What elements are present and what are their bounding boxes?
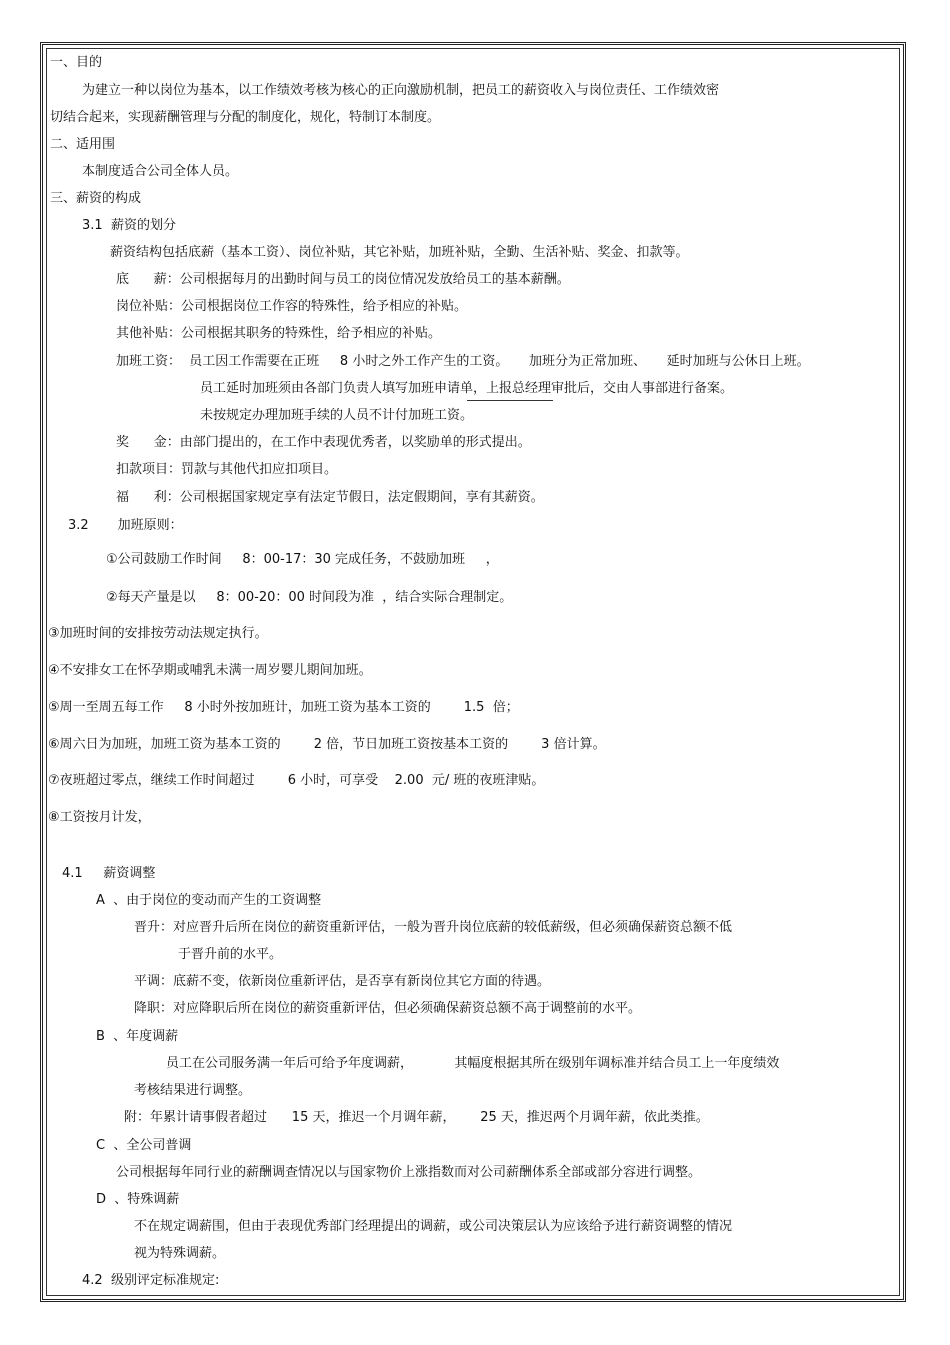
- subsection-3-1-title: 3.1 薪资的划分: [82, 218, 176, 233]
- overtime-pay-item: 加班工资： 员工因工作需要在正班 8 小时之外工作产生的工资。 加班分为正常加班、 延时加班与公休日上班。: [116, 354, 810, 369]
- company-wide-adjustment-text: 公司根据每年同行业的薪酬调查情况以与国家物价上涨指数而对公司薪酬体系全部或部分容进行调整。: [116, 1165, 702, 1180]
- subsection-3-2-title: 3.2 加班原则：: [68, 518, 183, 533]
- overtime-rule-5: ⑤周一至周五每工作 8 小时外按加班计，加班工资为基本工资的 1.5 倍；: [48, 700, 519, 715]
- adjustment-d-title: D 、特殊调薪: [96, 1192, 180, 1207]
- overtime-rule-2: ②每天产量是以 8：00-20：00 时间段为准 ，结合实际合理制定。: [106, 590, 513, 605]
- section-1-paragraph-line-1: 为建立一种以岗位为基本，以工作绩效考核为核心的正向激励机制，把员工的薪资收入与岗位责任、工作绩效密: [82, 83, 720, 98]
- transfer-item: 平调：底薪不变，依新岗位重新评估，是否享有新岗位其它方面的待遇。: [134, 974, 551, 989]
- special-adjustment-line-1: 不在规定调薪围，但由于表现优秀部门经理提出的调薪，或公司决策层认为应该给予进行薪资调整的情况: [134, 1219, 733, 1234]
- salary-structure-intro: 薪资结构包括底薪（基本工资）、岗位补贴，其它补贴，加班补贴，全勤、生活补贴、奖金、扣款等。: [110, 245, 689, 260]
- overtime-rule-1: ①公司鼓励工作时间 8：00-17：30 完成任务，不鼓励加班 ，: [106, 552, 499, 567]
- section-2-paragraph: 本制度适合公司全体人员。: [82, 164, 239, 179]
- overtime-rule-4: ④不安排女工在怀孕期或哺乳未满一周岁婴儿期间加班。: [48, 663, 372, 678]
- demotion-item: 降职：对应降职后所在岗位的薪资重新评估，但必须确保薪资总额不高于调整前的水平。: [134, 1001, 642, 1016]
- annual-adjustment-note: 附：年累计请事假者超过 15 天，推迟一个月调年薪， 25 天，推迟两个月调年薪，依此类推。: [124, 1110, 709, 1125]
- adjustment-a-title: A 、由于岗位的变动而产生的工资调整: [96, 893, 322, 908]
- bonus-item: 奖 金：由部门提出的，在工作中表现优秀者，以奖励单的形式提出。: [116, 435, 531, 450]
- promotion-item-line-1: 晋升：对应晋升后所在岗位的薪资重新评估，一般为晋升岗位底薪的较低薪级，但必须确保薪资总额不低: [134, 920, 733, 935]
- annual-adjustment-line-1: 员工在公司服务满一年后可给予年度调薪， 其幅度根据其所在级别年调标准并结合员工上一年度绩效: [166, 1056, 780, 1071]
- overtime-rule-8: ⑧工资按月计发，: [48, 810, 151, 825]
- base-salary-item: 底 薪：公司根据每月的出勤时间与员工的岗位情况发放给员工的基本薪酬。: [116, 272, 570, 287]
- section-2-title: 二、适用围: [50, 137, 116, 152]
- overtime-rule-7: ⑦夜班超过零点，继续工作时间超过 6 小时，可享受 2.00 元/ 班的夜班津贴。: [48, 773, 545, 788]
- subsection-4-2-title: 4.2 级别评定标准规定:: [82, 1273, 220, 1288]
- underline-mark: [467, 400, 553, 401]
- other-allowance-item: 其他补贴：公司根据其职务的特殊性，给予相应的补贴。: [116, 326, 442, 341]
- adjustment-b-title: B 、年度调薪: [96, 1029, 179, 1044]
- position-allowance-item: 岗位补贴：公司根据岗位工作容的特殊性，给予相应的补贴。: [116, 299, 468, 314]
- subsection-4-1-title: 4.1 薪资调整: [62, 866, 156, 881]
- section-1-title: 一、目的: [50, 55, 103, 70]
- section-3-title: 三、薪资的构成: [50, 191, 142, 206]
- welfare-item: 福 利：公司根据国家规定享有法定节假日，法定假期间，享有其薪资。: [116, 490, 544, 505]
- adjustment-c-title: C 、全公司普调: [96, 1138, 192, 1153]
- special-adjustment-line-2: 视为特殊调薪。: [134, 1246, 226, 1261]
- overtime-pay-note-1: 员工延时加班须由各部门负责人填写加班申请单，上报总经理审批后，交由人事部进行备案。: [200, 381, 734, 396]
- overtime-pay-note-2: 未按规定办理加班手续的人员不计付加班工资。: [200, 408, 474, 423]
- section-1-paragraph-line-2: 切结合起来，实现薪酬管理与分配的制度化，规化，特制订本制度。: [50, 110, 441, 125]
- promotion-item-line-2: 于晋升前的水平。: [178, 947, 283, 962]
- overtime-rule-6: ⑥周六日为加班，加班工资为基本工资的 2 倍，节日加班工资按基本工资的 3 倍计算。: [48, 737, 606, 752]
- deduction-item: 扣款项目：罚款与其他代扣应扣项目。: [116, 462, 338, 477]
- annual-adjustment-line-2: 考核结果进行调整。: [134, 1083, 252, 1098]
- overtime-rule-3: ③加班时间的安排按劳动法规定执行。: [48, 626, 268, 641]
